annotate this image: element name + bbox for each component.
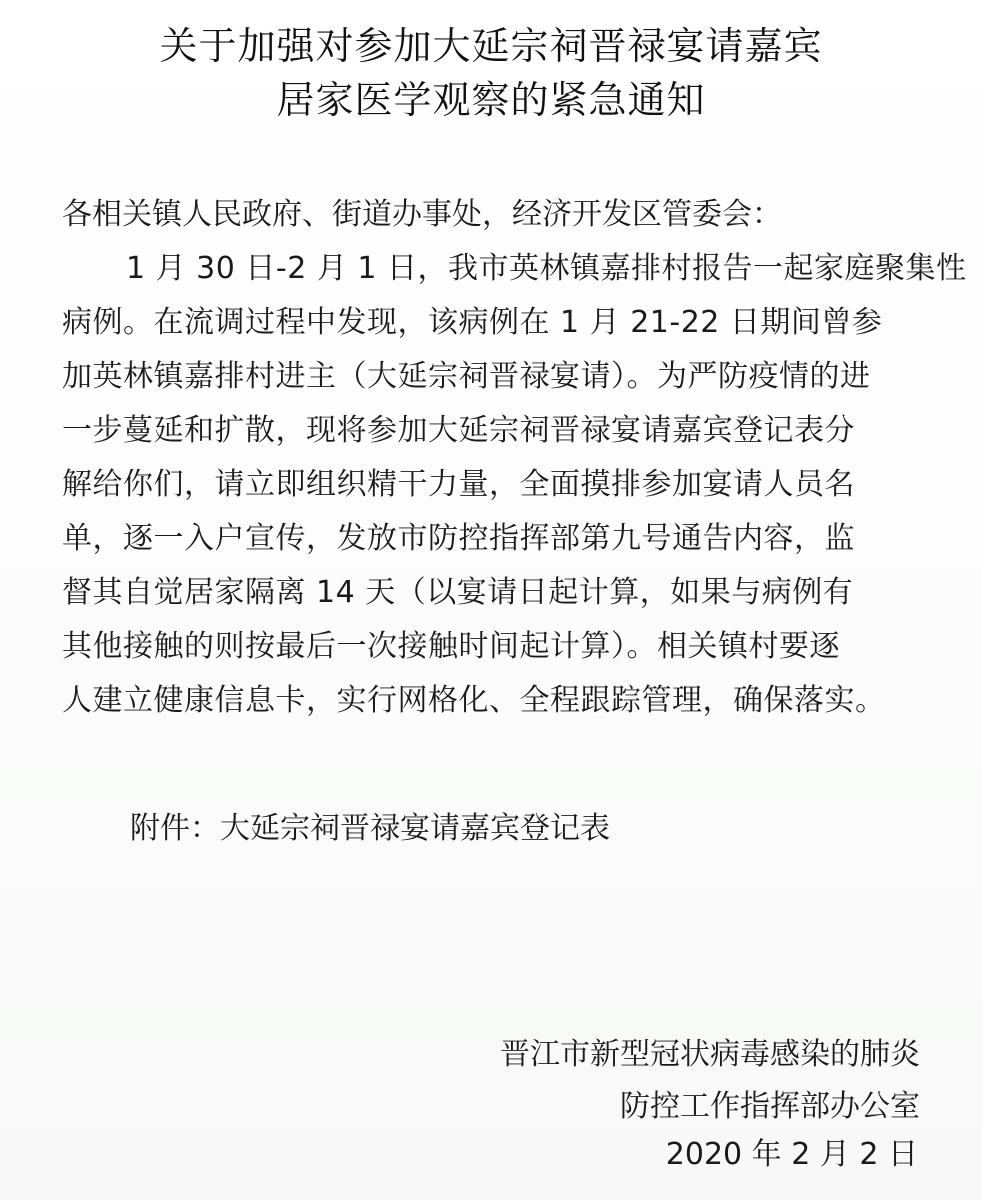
body-line-8: 其他接触的则按最后一次接触时间起计算）。相关镇村要逐: [62, 629, 840, 664]
signature-organization-line-1: 晋江市新型冠状病毒感染的肺炎: [500, 1037, 920, 1072]
document-title-line-1: 关于加强对参加大延宗祠晋禄宴请嘉宾: [159, 24, 823, 68]
body-line-2: 病例。在流调过程中发现，该病例在 1 月 21-22 日期间曾参: [62, 305, 883, 340]
body-line-5: 解给你们，请立即组织精干力量，全面摸排参加宴请人员名: [62, 467, 855, 502]
salutation: 各相关镇人民政府、街道办事处，经济开发区管委会：: [62, 197, 782, 232]
body-line-6: 单，逐一入户宣传，发放市防控指挥部第九号通告内容，监: [62, 521, 855, 556]
body-line-9: 人建立健康信息卡，实行网格化、全程跟踪管理，确保落实。: [62, 683, 886, 718]
attachment-line: 附件：大延宗祠晋禄宴请嘉宾登记表: [130, 811, 610, 846]
body-line-1: 1 月 30 日-2 月 1 日，我市英林镇嘉排村报告一起家庭聚集性: [126, 251, 967, 286]
body-line-7: 督其自觉居家隔离 14 天（以宴请日起计算，如果与病例有: [62, 575, 854, 610]
signature-organization-line-2: 防控工作指挥部办公室: [620, 1089, 920, 1124]
body-line-4: 一步蔓延和扩散，现将参加大延宗祠晋禄宴请嘉宾登记表分: [62, 413, 855, 448]
document-title-line-2: 居家医学观察的紧急通知: [276, 78, 706, 122]
signature-date: 2020 年 2 月 2 日: [665, 1137, 918, 1172]
body-line-3: 加英林镇嘉排村进主（大延宗祠晋禄宴请）。为严防疫情的进: [62, 359, 871, 394]
